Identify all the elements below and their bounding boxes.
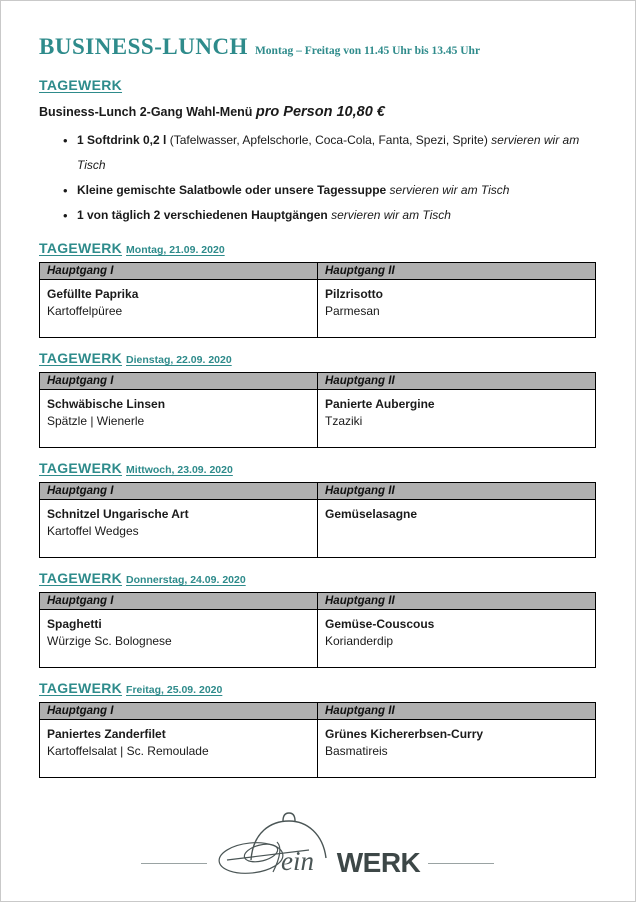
menu-description-text: Business-Lunch 2-Gang Wahl-Menü [39, 105, 256, 119]
document-subtitle: Montag – Freitag von 11.45 Uhr bis 13.45 Uhr [254, 45, 481, 57]
day-date: Freitag, 25.09. 2020 [126, 684, 223, 696]
table-row [40, 610, 596, 668]
column-header-hauptgang-1: Hauptgang I [40, 483, 318, 500]
tagewerk-heading: TAGEWERK [39, 77, 123, 93]
list-item: • 1 Softdrink 0,2 l (Tafelwasser, Apfelschorle, Coca-Cola, Fanta, Spezi, Sprite) servieren wir am Tisch [39, 128, 596, 178]
day-section-friday [39, 680, 596, 778]
menu-table [39, 372, 596, 448]
document-title: BUSINESS-LUNCH [39, 34, 248, 59]
dish-cell: Pilzrisotto Parmesan [318, 280, 596, 338]
table-row [40, 500, 596, 558]
day-date: Mittwoch, 23.09. 2020 [126, 464, 233, 476]
dish-cell: Panierte Aubergine Tzaziki [318, 390, 596, 448]
logo-script-text: ein [280, 846, 314, 876]
dish-cell: Schwäbische Linsen Spätzle | Wienerle [40, 390, 318, 448]
menu-price: pro Person 10,80 € [255, 104, 385, 120]
dish-cell: Gefüllte Paprika Kartoffelpüree [40, 280, 318, 338]
dish-cell: Grünes Kichererbsen-Curry Basmatireis [318, 720, 596, 778]
logo-divider-left [141, 863, 207, 864]
day-heading: TAGEWERK Mittwoch, 23.09. 2020 [39, 460, 233, 476]
column-header-hauptgang-2: Hauptgang II [318, 593, 596, 610]
dish-cell: Gemüse-Couscous Korianderdip [318, 610, 596, 668]
day-date: Montag, 21.09. 2020 [126, 244, 225, 256]
list-item: • Kleine gemischte Salatbowle oder unsere Tagessuppe servieren wir am Tisch [39, 178, 596, 203]
day-heading: TAGEWERK Dienstag, 22.09. 2020 [39, 350, 232, 366]
day-heading: TAGEWERK Donnerstag, 24.09. 2020 [39, 570, 246, 586]
logo-divider-right [428, 863, 494, 864]
column-header-hauptgang-2: Hauptgang II [318, 263, 596, 280]
menu-table [39, 702, 596, 778]
table-row [40, 720, 596, 778]
table-row [40, 280, 596, 338]
menu-description [39, 104, 596, 120]
list-item: • 1 von täglich 2 verschiedenen Hauptgängen servieren wir am Tisch [39, 203, 596, 228]
table-row [40, 390, 596, 448]
day-section-monday [39, 240, 596, 338]
included-items-list [39, 128, 596, 228]
day-date: Dienstag, 22.09. 2020 [126, 354, 232, 366]
dish-cell: Spaghetti Würzige Sc. Bolognese [40, 610, 318, 668]
day-date: Donnerstag, 24.09. 2020 [126, 574, 246, 586]
column-header-hauptgang-1: Hauptgang I [40, 593, 318, 610]
dish-cell: Paniertes Zanderfilet Kartoffelsalat | Sc. Remoulade [40, 720, 318, 778]
column-header-hauptgang-1: Hauptgang I [40, 373, 318, 390]
dish-cell: Schnitzel Ungarische Art Kartoffel Wedges [40, 500, 318, 558]
dish-cell: Gemüselasagne [318, 500, 596, 558]
day-section-thursday [39, 570, 596, 668]
column-header-hauptgang-2: Hauptgang II [318, 483, 596, 500]
day-heading: TAGEWERK Freitag, 25.09. 2020 [39, 680, 223, 696]
day-heading: TAGEWERK Montag, 21.09. 2020 [39, 240, 225, 256]
column-header-hauptgang-2: Hauptgang II [318, 373, 596, 390]
day-section-tuesday [39, 350, 596, 448]
column-header-hauptgang-1: Hauptgang I [40, 263, 318, 280]
day-section-wednesday [39, 460, 596, 558]
menu-table [39, 262, 596, 338]
column-header-hauptgang-1: Hauptgang I [40, 703, 318, 720]
company-logo [39, 808, 596, 880]
menu-table [39, 482, 596, 558]
column-header-hauptgang-2: Hauptgang II [318, 703, 596, 720]
logo-wordmark: WERK [336, 847, 421, 878]
menu-table [39, 592, 596, 668]
page-title [39, 34, 596, 60]
